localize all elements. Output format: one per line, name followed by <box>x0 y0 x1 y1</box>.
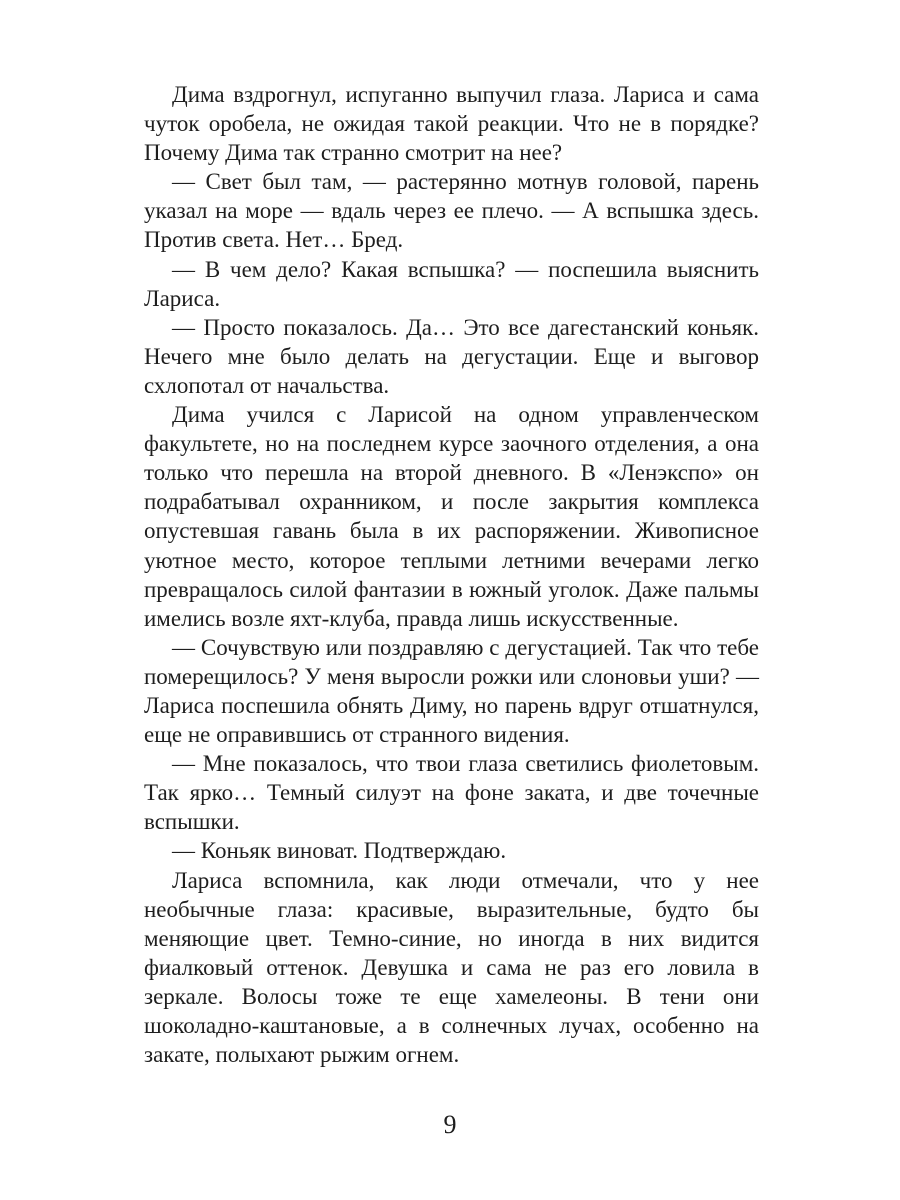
paragraph-1: Дима вздрогнул, испуганно выпучил глаза. Лариса и сама чуток оробела, не ожидая такой реакции. Что не в порядке? Почему Дима так странно смотрит на нее? <box>144 82 759 166</box>
paragraph-8: — Коньяк виноват. Подтверждаю. <box>172 838 507 864</box>
paragraph-9: Лариса вспомнила, как люди отмечали, что у нее необычные глаза: красивые, выразительные, будто бы меняющие цвет. Темно-синие, но иногда в них видится фиалковый оттенок. Девушка и сама не раз его ловила в зеркале. Волосы тоже те еще хамелеоны. В тени они шоколадно-каштановые, а в солнечных лучах, особенно на закате, полыхают рыжим огнем. <box>144 867 759 1068</box>
page-number: 9 <box>443 1110 457 1139</box>
paragraph-3: — В чем дело? Какая вспышка? — поспешила выяснить Лариса. <box>144 256 759 311</box>
paragraph-7: — Мне показалось, что твои глаза светились фиолетовым. Так ярко… Темный силуэт на фоне заката, и две точечные вспышки. <box>144 751 759 835</box>
paragraph-2: — Свет был там, — растерянно мотнув головой, парень указал на море — вдаль через ее плечо. — А вспышка здесь. Против света. Нет… Бред. <box>144 169 759 253</box>
paragraph-4: — Просто показалось. Да… Это все дагестанский коньяк. Нечего мне было делать на дегустации. Еще и выговор схлопотал от начальства. <box>144 314 759 398</box>
body-text <box>144 80 759 1069</box>
paragraph-5: Дима учился с Ларисой на одном управленческом факультете, но на последнем курсе заочного отделения, а она только что перешла на второй дневного. В «Ленэкспо» он подрабатывал охранником, и после закрытия комплекса опустевшая гавань была в их распоряжении. Живописное уютное место, которое теплыми летними вечерами легко превращалось силой фантазии в южный уголок. Даже пальмы имелись возле яхт-клуба, правда лишь искусственные. <box>144 402 759 631</box>
paragraph-6: — Сочувствую или поздравляю с дегустацией. Так что тебе померещилось? У меня выросли рожки или слоновьи уши? — Лариса поспешила обнять Диму, но парень вдруг отшатнулся, еще не оправившись от странного видения. <box>144 634 759 748</box>
